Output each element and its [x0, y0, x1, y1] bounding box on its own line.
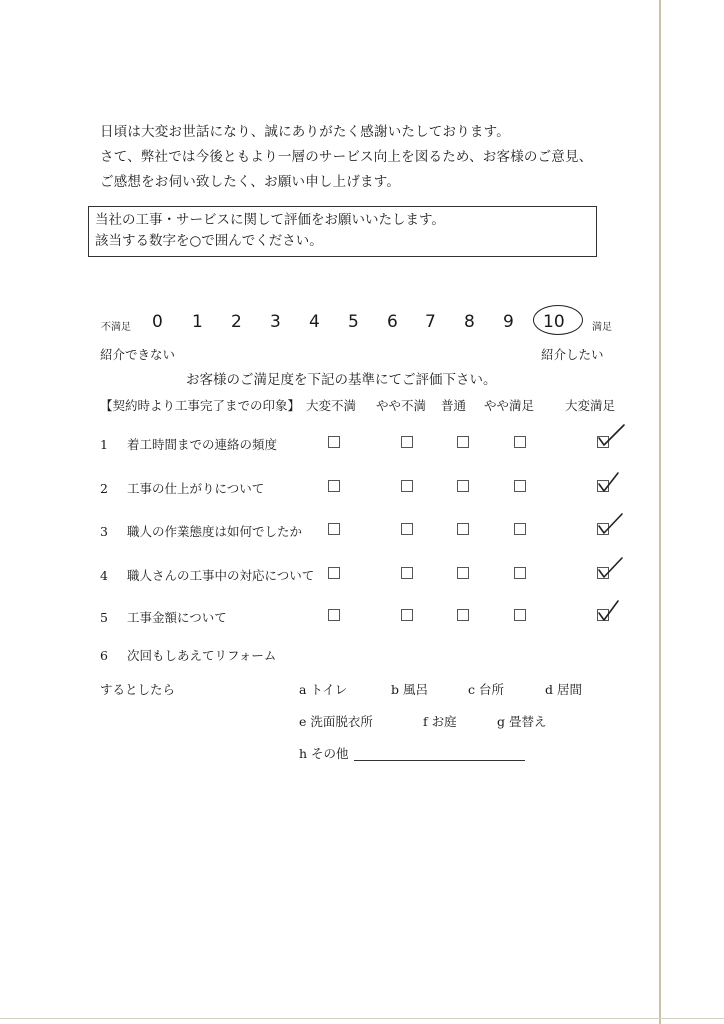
question-text: 職人さんの工事中の対応について	[127, 568, 315, 583]
question-row	[100, 566, 314, 584]
scale-number-2[interactable]: 2	[231, 312, 242, 332]
scale-right-caption: 紹介したい	[541, 347, 604, 362]
checkmark-icon	[596, 469, 626, 493]
intro-line-1: 日頃は大変お世話になり、誠にありがたく感謝いたしております。	[100, 124, 510, 140]
option-living-room[interactable]: d 居間	[545, 682, 582, 697]
col-somewhat-dissatisfied: やや不満	[376, 398, 427, 413]
checkbox-q5-neutral[interactable]	[457, 609, 469, 621]
checkbox-q5-very-dissatisfied[interactable]	[328, 609, 340, 621]
option-toilet[interactable]: a トイレ	[299, 682, 348, 697]
other-write-in-line[interactable]	[354, 760, 525, 761]
intro-line-3: ご感想をお伺い致したく、お願い申し上げます。	[100, 174, 401, 190]
question-text: 工事の仕上がりについて	[127, 481, 265, 496]
instruction-line-1: 当社の工事・サービスに関して評価をお願いいたします。	[95, 212, 445, 228]
checkbox-q4-somewhat-dissatisfied[interactable]	[401, 567, 413, 579]
question-number: 3	[100, 524, 108, 539]
question-row	[100, 608, 227, 626]
survey-header: 【契約時より工事完了までの印象】	[100, 398, 301, 413]
scale-number-4[interactable]: 4	[309, 312, 320, 332]
col-very-satisfied: 大変満足	[565, 398, 616, 413]
question-text: 着工時間までの連絡の頻度	[127, 437, 278, 452]
question-number: 5	[100, 610, 108, 625]
checkmark-icon	[596, 598, 626, 622]
instruction-box	[88, 206, 597, 257]
scale-number-7[interactable]: 7	[425, 312, 436, 332]
scale-number-8[interactable]: 8	[464, 312, 475, 332]
option-tatami[interactable]: g 畳替え	[497, 714, 547, 729]
option-bath[interactable]: b 風呂	[391, 682, 428, 697]
checkbox-q1-somewhat-satisfied[interactable]	[514, 436, 526, 448]
option-washroom[interactable]: e 洗面脱衣所	[299, 714, 373, 729]
checkbox-q2-somewhat-dissatisfied[interactable]	[401, 480, 413, 492]
instruction-line-2: 該当する数字を○で囲んでください。	[95, 233, 323, 249]
checkbox-q2-neutral[interactable]	[457, 480, 469, 492]
page-edge-line	[659, 0, 661, 1024]
checkbox-q1-neutral[interactable]	[457, 436, 469, 448]
checkbox-q3-neutral[interactable]	[457, 523, 469, 535]
checkbox-q2-very-dissatisfied[interactable]	[328, 480, 340, 492]
checkbox-q5-somewhat-dissatisfied[interactable]	[401, 609, 413, 621]
col-neutral: 普通	[441, 398, 467, 413]
col-very-dissatisfied: 大変不満	[306, 398, 357, 413]
checkbox-q4-neutral[interactable]	[457, 567, 469, 579]
checkmark-icon	[596, 555, 626, 579]
checkbox-q1-somewhat-dissatisfied[interactable]	[401, 436, 413, 448]
survey-title: お客様のご満足度を下記の基準にてご評価下さい。	[186, 372, 497, 388]
checkbox-q4-very-dissatisfied[interactable]	[328, 567, 340, 579]
checkbox-q3-somewhat-satisfied[interactable]	[514, 523, 526, 535]
page-bottom-line	[0, 1018, 724, 1019]
option-other[interactable]: h その他	[299, 746, 349, 761]
checkbox-q3-somewhat-dissatisfied[interactable]	[401, 523, 413, 535]
question-6	[100, 646, 276, 664]
checkbox-q3-very-dissatisfied[interactable]	[328, 523, 340, 535]
checkbox-q5-somewhat-satisfied[interactable]	[514, 609, 526, 621]
scale-number-9[interactable]: 9	[503, 312, 514, 332]
checkbox-q4-somewhat-satisfied[interactable]	[514, 567, 526, 579]
question-6-line-1: 次回もしあえてリフォーム	[127, 648, 277, 663]
question-number: 6	[100, 648, 108, 663]
question-number: 2	[100, 481, 108, 496]
scale-number-6[interactable]: 6	[387, 312, 398, 332]
scale-right-label: 満足	[592, 322, 612, 333]
option-kitchen[interactable]: c 台所	[468, 682, 504, 697]
scale-number-3[interactable]: 3	[270, 312, 281, 332]
question-text: 職人の作業態度は如何でしたか	[127, 524, 303, 539]
scale-left-caption: 紹介できない	[100, 347, 176, 362]
question-number: 1	[100, 437, 108, 452]
scale-number-5[interactable]: 5	[348, 312, 359, 332]
checkmark-icon	[596, 423, 626, 447]
col-somewhat-satisfied: やや満足	[484, 398, 535, 413]
intro-paragraph	[100, 120, 592, 195]
option-garden[interactable]: f お庭	[423, 714, 457, 729]
scale-number-10[interactable]: 10	[543, 312, 565, 332]
question-row	[100, 479, 264, 497]
question-text: 工事金額について	[127, 610, 227, 625]
checkbox-q1-very-dissatisfied[interactable]	[328, 436, 340, 448]
scale-number-1[interactable]: 1	[192, 312, 203, 332]
checkmark-icon	[596, 511, 626, 535]
scale-number-0[interactable]: 0	[152, 312, 163, 332]
question-row	[100, 522, 302, 540]
intro-line-2: さて、弊社では今後ともより一層のサービス向上を図るため、お客様のご意見、	[100, 149, 593, 165]
scale-left-label: 不満足	[101, 322, 131, 333]
question-row	[100, 435, 277, 453]
question-number: 4	[100, 568, 108, 583]
checkbox-q2-somewhat-satisfied[interactable]	[514, 480, 526, 492]
question-6-line-2: するとしたら	[100, 682, 176, 697]
selected-score-circle	[533, 305, 583, 335]
